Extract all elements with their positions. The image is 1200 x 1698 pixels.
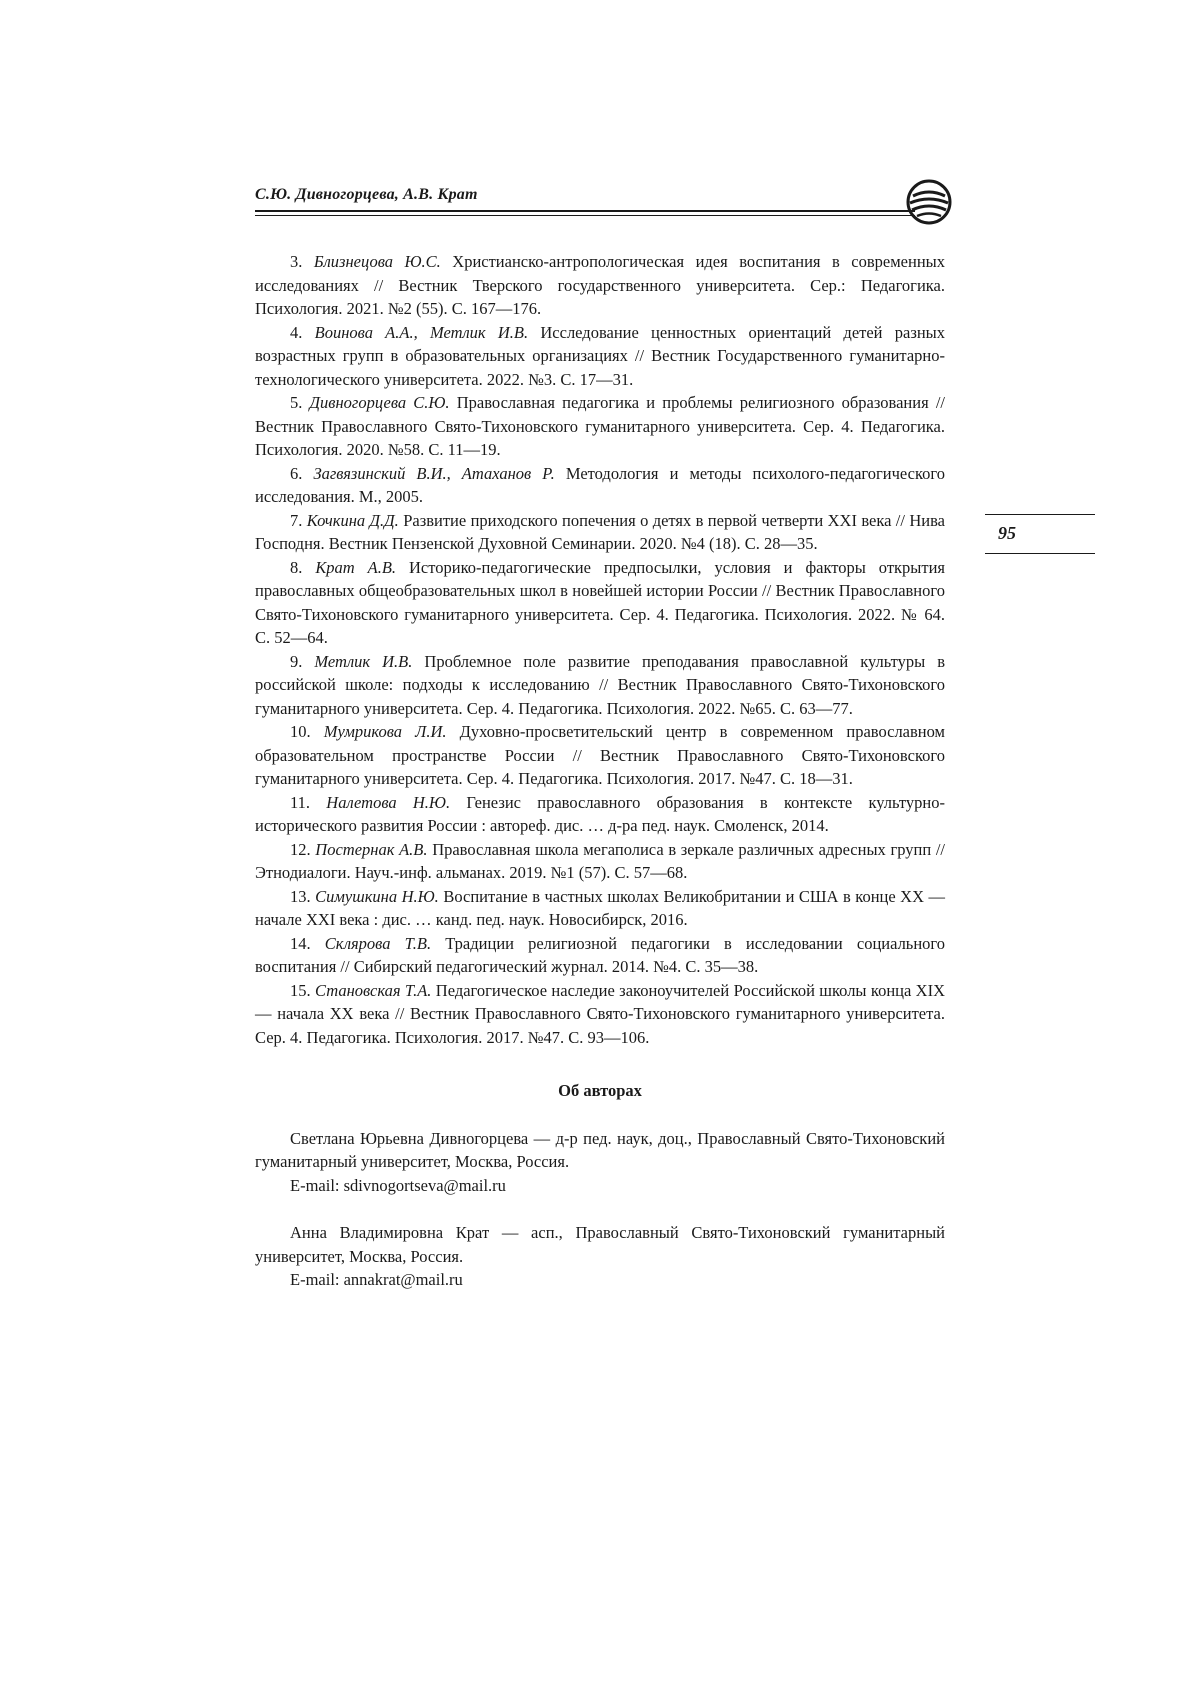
author-email: E-mail: annakrat@mail.ru	[290, 1270, 463, 1289]
reference-author: Метлик И.В.	[314, 651, 413, 671]
reference-number: 3.	[290, 252, 303, 271]
reference-text: Педагогическое наследие законоучителей Российской школы конца XIX — начала XX века // Вестник Православного Свято-Тихоновского гуманитарного университета. Сер. 4. Педагогика. Психология. 2017. №47. С. 93—106.	[255, 980, 946, 1047]
header-rule-thin	[255, 215, 915, 216]
main-content	[255, 250, 945, 1316]
reference-item	[255, 391, 945, 462]
page-number: 95	[998, 523, 1016, 543]
reference-author: Воинова А.А., Метлик И.В.	[314, 322, 529, 342]
reference-number: 9.	[290, 651, 303, 671]
reference-text: Развитие приходского попечения о детях в первой четверти XXI века // Нива Господня. Вестник Пензенской Духовной Семинарии. 2020. №4 (18). С. 28—35.	[255, 510, 945, 553]
reference-number: 8.	[290, 557, 303, 577]
reference-text: Исследование ценностных ориентаций детей разных возрастных групп в образовательных организациях // Вестник Государственного гуманитарно-технологического университета. 2022. №3. С. 17—31.	[255, 322, 946, 389]
reference-text: Христианско-антропологическая идея воспитания в современных исследованиях // Вестник Тверского государственного университета. Сер.: Педагогика. Психология. 2021. №2 (55). С. 167—176.	[255, 252, 945, 318]
reference-item	[255, 556, 945, 650]
reference-text: Методология и методы психолого-педагогического исследования. М., 2005.	[255, 463, 945, 506]
reference-author: Кочкина Д.Д.	[306, 510, 399, 530]
reference-author: Загвязинский В.И., Атаханов Р.	[313, 463, 555, 483]
running-header	[255, 186, 945, 204]
reference-number: 11.	[290, 792, 311, 812]
reference-text: Историко-педагогические предпосылки, условия и факторы открытия православных общеобразовательных школ в новейшей истории России // Вестник Православного Свято-Тихоновского гуманитарного университета. Сер. 4. Педагогика. Психология. 2022. № 64. С. 52—64.	[255, 557, 946, 647]
reference-author: Крат А.В.	[315, 557, 397, 577]
journal-logo-icon	[905, 178, 953, 226]
reference-text: Генезис православного образования в контексте культурно-исторического развития России : автореф. дис. … д-ра пед. наук. Смоленск, 2014.	[255, 792, 945, 835]
reference-item	[255, 838, 945, 885]
reference-item	[255, 720, 945, 791]
reference-number: 7.	[290, 510, 303, 530]
reference-item	[255, 462, 945, 509]
header-authors: С.Ю. Дивногорцева, А.В. Крат	[255, 186, 478, 203]
reference-item	[255, 509, 945, 556]
reference-text: Православная школа мегаполиса в зеркале различных адресных групп // Этнодиалоги. Науч.-инф. альманах. 2019. №1 (57). С. 57—68.	[255, 839, 946, 882]
reference-number: 6.	[290, 463, 303, 483]
reference-author: Дивногорцева С.Ю.	[309, 393, 450, 412]
reference-item	[255, 650, 945, 721]
reference-number: 4.	[290, 322, 303, 342]
reference-text: Духовно-просветительский центр в современном православном образовательном пространстве России // Вестник Православного Свято-Тихоновского гуманитарного университета. Сер. 4. Педагогика. Психология. 2017. №47. С. 18—31.	[255, 722, 946, 788]
reference-item	[255, 932, 945, 979]
reference-author: Склярова Т.В.	[324, 933, 432, 953]
reference-number: 12.	[290, 839, 311, 859]
reference-item	[255, 250, 945, 321]
reference-author: Близнецова Ю.С.	[313, 252, 441, 271]
about-authors-title: Об авторах	[558, 1081, 642, 1100]
reference-text: Проблемное поле развитие преподавания православной культуры в российской школе: подходы к исследованию // Вестник Православного Свято-Тихоновского гуманитарного университета. Сер. 4. Педагогика. Психология. 2022. №65. С. 63—77.	[255, 651, 946, 718]
author-description: Светлана Юрьевна Дивногорцева — д-р пед. наук, доц., Православный Свято-Тихоновский гуманитарный университет, Москва, Россия.	[255, 1128, 945, 1171]
reference-number: 5.	[290, 393, 303, 412]
reference-text: Воспитание в частных школах Великобритании и США в конце XX — начале XXI века : дис. … канд. пед. наук. Новосибирск, 2016.	[255, 886, 946, 929]
reference-item	[255, 885, 945, 932]
reference-author: Становская Т.А.	[315, 980, 432, 1000]
author-info	[255, 1221, 945, 1292]
reference-item	[255, 321, 945, 392]
reference-item	[255, 791, 945, 838]
reference-author: Налетова Н.Ю.	[326, 792, 451, 812]
reference-number: 10.	[290, 722, 311, 741]
page-number-box	[985, 514, 1095, 554]
reference-author: Симушкина Н.Ю.	[315, 886, 439, 906]
reference-list	[255, 250, 945, 1049]
reference-text: Традиции религиозной педагогики в исследовании социального воспитания // Сибирский педагогический журнал. 2014. №4. С. 35—38.	[255, 933, 946, 976]
author-email: E-mail: sdivnogortseva@mail.ru	[290, 1175, 506, 1195]
reference-author: Мумрикова Л.И.	[323, 722, 447, 741]
reference-number: 13.	[290, 886, 311, 906]
reference-item	[255, 979, 945, 1050]
author-description: Анна Владимировна Крат — асп., Православный Свято-Тихоновский гуманитарный университет, Москва, Россия.	[255, 1223, 945, 1266]
reference-number: 14.	[290, 933, 311, 953]
reference-text: Православная педагогика и проблемы религиозного образования // Вестник Православного Свято-Тихоновского гуманитарного университета. Сер. 4. Педагогика. Психология. 2020. №58. С. 11—19.	[255, 393, 946, 459]
header-rule	[255, 210, 915, 212]
reference-number: 15.	[290, 980, 311, 1000]
author-info	[255, 1127, 945, 1198]
reference-author: Постернак А.В.	[315, 839, 428, 859]
